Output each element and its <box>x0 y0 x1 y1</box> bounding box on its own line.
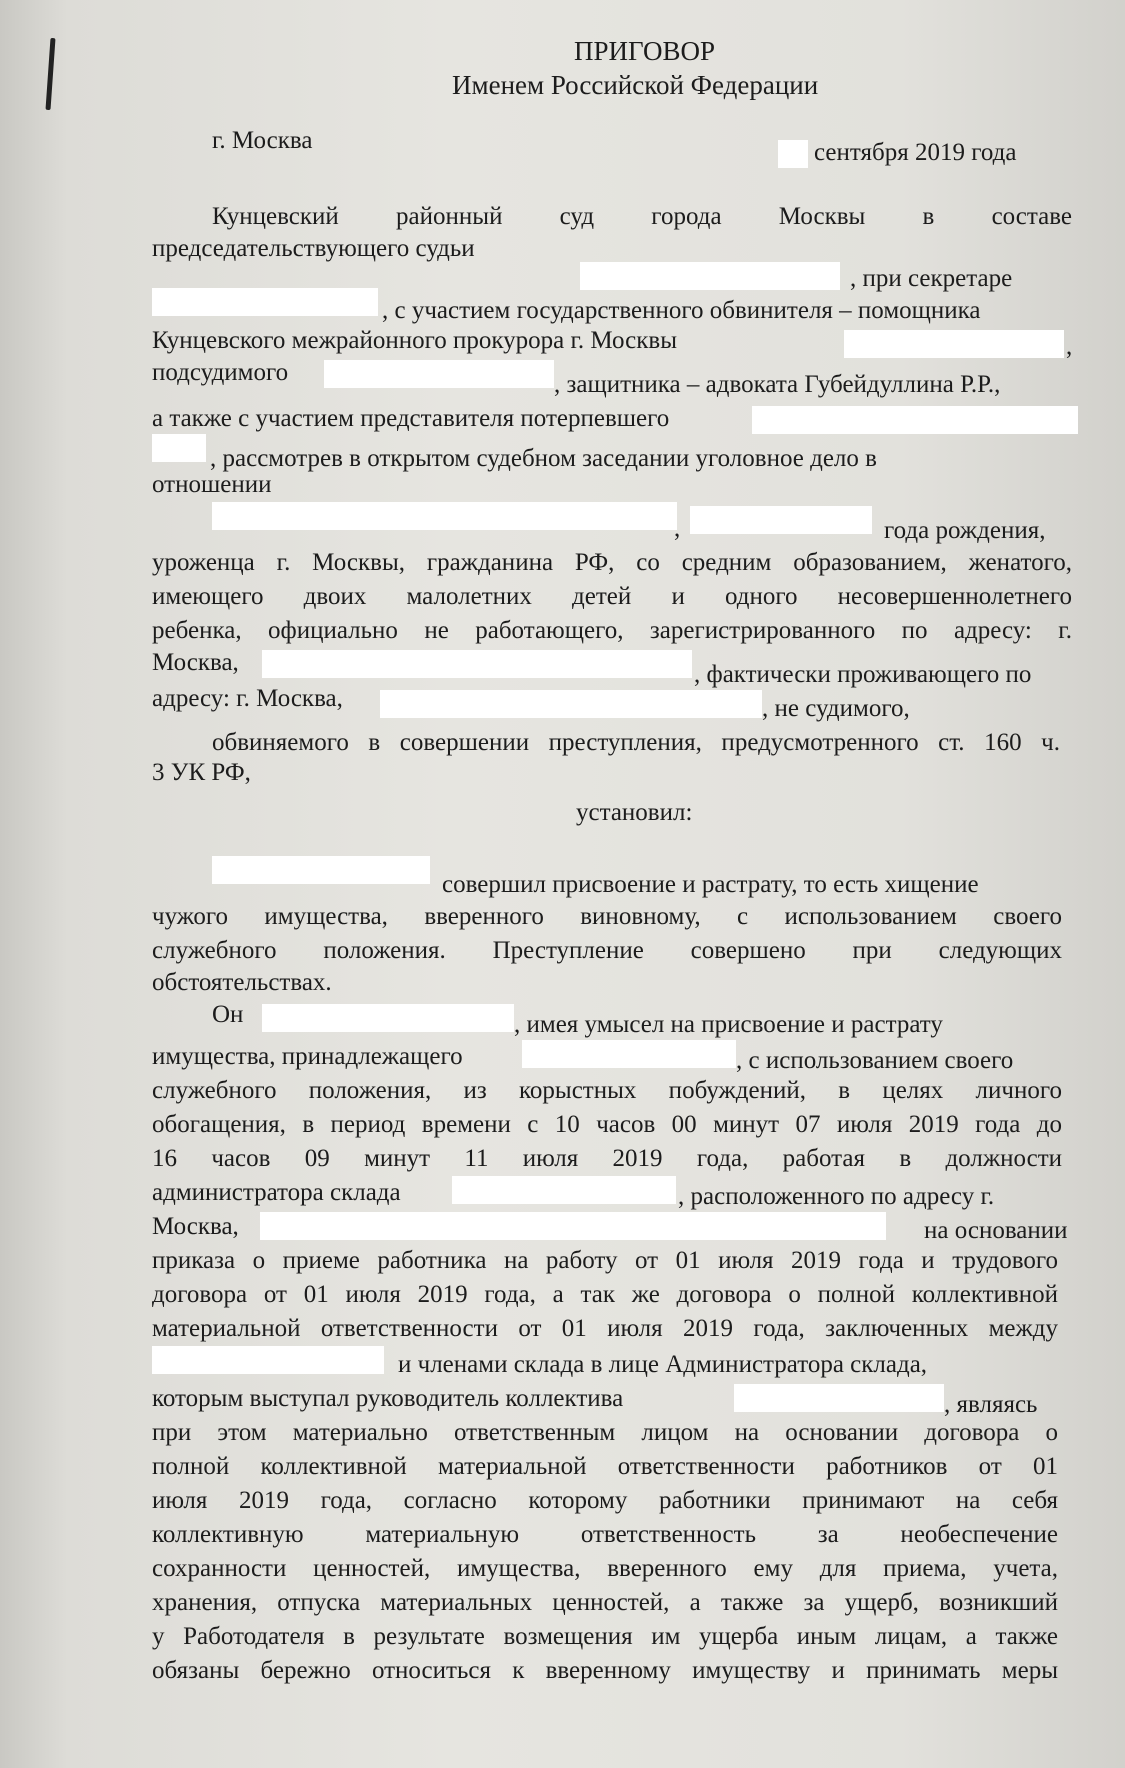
body-line: Он <box>212 1001 244 1028</box>
body-line: служебного положения, из корыстных побуждений, в целях личного <box>152 1077 1062 1104</box>
intro-line: подсудимого <box>152 359 289 386</box>
intro-line: адресу: г. Москва, <box>152 685 343 712</box>
body-line: , расположенного по адресу г. <box>678 1183 995 1210</box>
intro-line: , фактически проживающего по <box>694 661 1032 688</box>
body-line: при этом материально ответственным лицом на основании договора о <box>152 1419 1058 1446</box>
redaction <box>734 1384 944 1412</box>
body-line: служебного положения. Преступление совершено при следующих <box>152 937 1062 964</box>
intro-line: , с участием государственного обвинителя – помощника <box>382 297 981 324</box>
body-line: и членами склада в лице Администратора склада, <box>398 1351 928 1378</box>
body-line: на основании <box>924 1217 1068 1244</box>
body-line: 16 часов 09 минут 11 июля 2019 года, работая в должности <box>152 1145 1062 1172</box>
body-line: имущества, принадлежащего <box>152 1043 463 1070</box>
redaction <box>152 1346 384 1374</box>
intro-line: Кунцевский районный суд города Москвы в составе <box>212 203 1072 230</box>
intro-line: имеющего двоих малолетних детей и одного несовершеннолетнего <box>152 583 1072 610</box>
intro-line: обвиняемого в совершении преступления, предусмотренного ст. 160 ч. <box>212 729 1060 756</box>
body-line: совершил присвоение и растрату, то есть хищение <box>442 871 979 898</box>
redaction <box>262 650 692 678</box>
city: г. Москва <box>212 127 313 154</box>
intro-line: отношении <box>152 471 272 498</box>
body-line: , с использованием своего <box>736 1047 1014 1074</box>
doc-title: ПРИГОВОР <box>574 36 715 66</box>
intro-line: , защитника – адвоката Губейдуллина Р.Р., <box>554 371 1001 398</box>
intro-line: Москва, <box>152 649 239 676</box>
redaction <box>522 1040 736 1068</box>
intro-line: 3 УК РФ, <box>152 759 251 786</box>
intro-line: , <box>1066 333 1073 360</box>
redaction <box>324 360 554 388</box>
body-line: полной коллективной материальной ответственности работников от 01 <box>152 1453 1058 1480</box>
redaction <box>212 856 430 884</box>
body-line: приказа о приеме работника на работу от 01 июля 2019 года и трудового <box>152 1247 1058 1274</box>
intro-line: , при секретаре <box>850 265 1013 292</box>
body-line: сохранности ценностей, имущества, вверенного ему для приема, учета, <box>152 1555 1058 1582</box>
redaction <box>752 406 1078 434</box>
body-line: обстоятельствах. <box>152 969 332 996</box>
body-line: материальной ответственности от 01 июля 2019 года, заключенных между <box>152 1315 1058 1342</box>
redaction <box>152 434 206 462</box>
redaction <box>580 262 840 290</box>
redaction <box>262 1004 514 1032</box>
body-line: хранения, отпуска материальных ценностей, а также за ущерб, возникший <box>152 1589 1058 1616</box>
body-line: обогащения, в период времени с 10 часов 00 минут 07 июля 2019 года до <box>152 1111 1062 1138</box>
body-line: которым выступал руководитель коллектива <box>152 1385 624 1412</box>
intro-line: председательствующего судьи <box>152 235 475 262</box>
redaction <box>778 140 808 168</box>
intro-line: уроженца г. Москвы, гражданина РФ, со средним образованием, женатого, <box>152 549 1072 576</box>
body-line: обязаны бережно относиться к вверенному имуществу и принимать меры <box>152 1657 1058 1684</box>
redaction <box>452 1176 676 1204</box>
date: сентября 2019 года <box>814 139 1017 166</box>
intro-line: , <box>674 515 681 542</box>
section-heading: установил: <box>576 799 693 826</box>
body-line: июля 2019 года, согласно которому работники принимают на себя <box>152 1487 1058 1514</box>
body-line: коллективную материальную ответственность за необеспечение <box>152 1521 1058 1548</box>
body-line: у Работодателя в результате возмещения им ущерба иным лицам, а также <box>152 1623 1058 1650</box>
body-line: администратора склада <box>152 1179 401 1206</box>
redaction <box>260 1212 886 1240</box>
body-line: , являясь <box>944 1391 1038 1418</box>
intro-line: ребенка, официально не работающего, зарегистрированного по адресу: г. <box>152 617 1072 644</box>
redaction <box>380 690 762 718</box>
intro-line: а также с участием представителя потерпевшего <box>152 405 670 432</box>
redaction <box>212 502 677 530</box>
intro-line: , рассмотрев в открытом судебном заседании уголовное дело в <box>210 445 877 472</box>
body-line: , имея умысел на присвоение и растрату <box>514 1011 943 1038</box>
intro-line: , не судимого, <box>762 695 910 722</box>
redaction <box>844 330 1064 358</box>
doc-subtitle: Именем Российской Федерации <box>452 70 819 100</box>
body-line: договора от 01 июля 2019 года, а так же договора о полной коллективной <box>152 1281 1058 1308</box>
body-line: Москва, <box>152 1213 239 1240</box>
redaction <box>690 506 872 534</box>
body-line: чужого имущества, вверенного виновному, с использованием своего <box>152 903 1062 930</box>
pen-mark <box>45 38 55 110</box>
redaction <box>152 288 378 316</box>
intro-line: года рождения, <box>884 517 1046 544</box>
intro-line: Кунцевского межрайонного прокурора г. Москвы <box>152 327 677 354</box>
